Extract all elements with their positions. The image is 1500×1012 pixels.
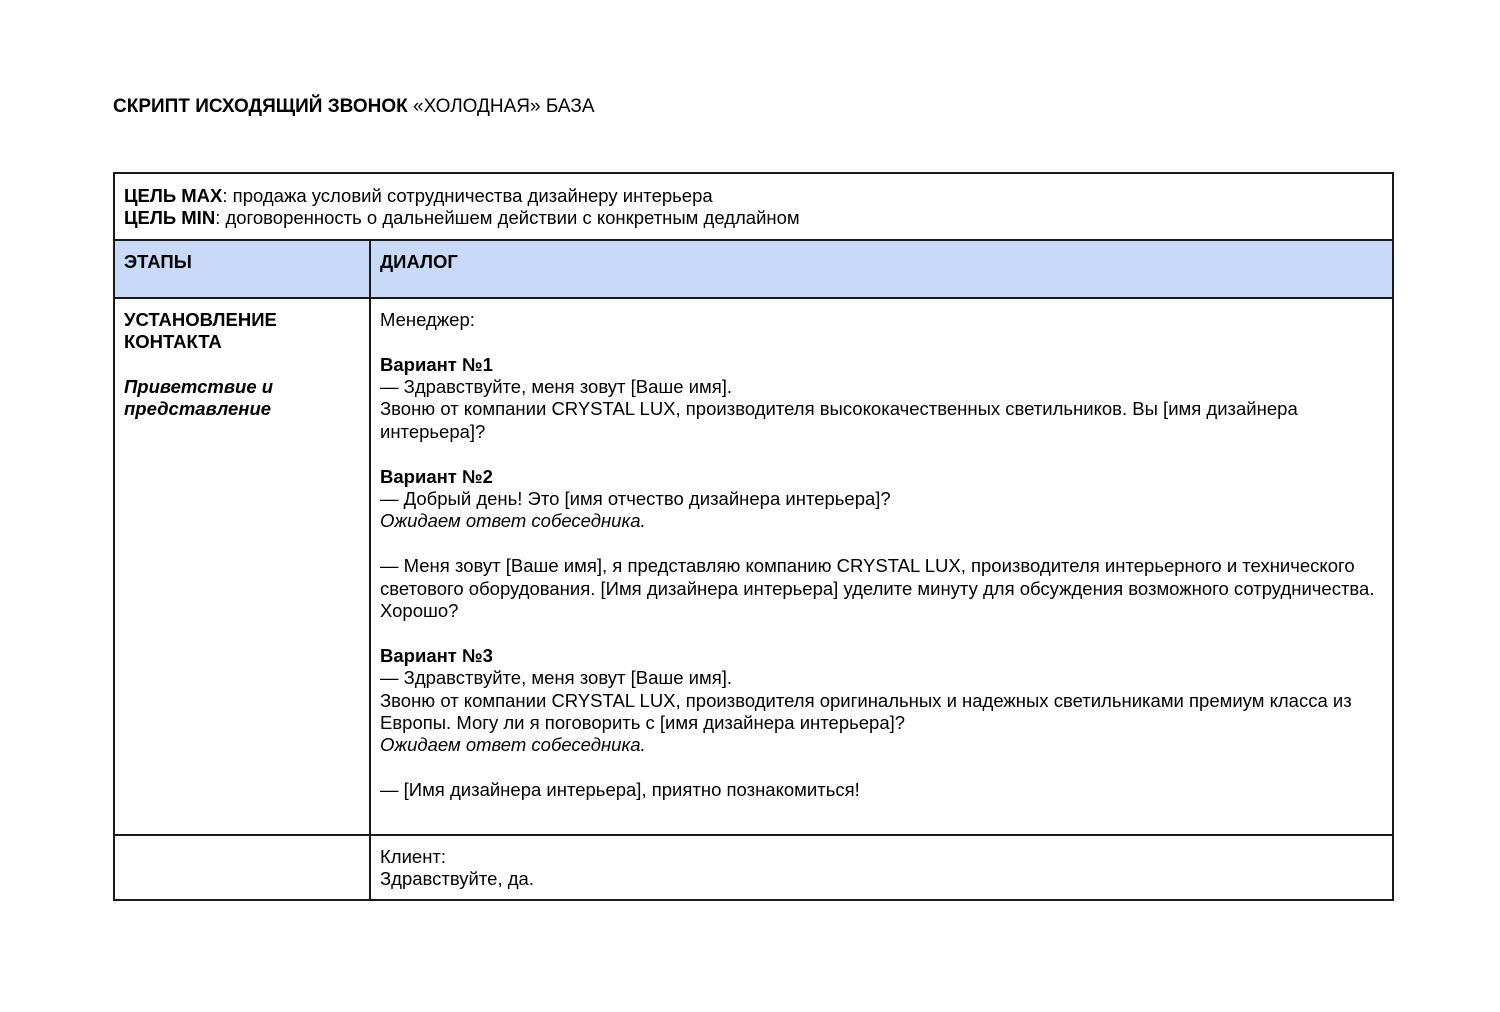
variant-3-title: Вариант №3 <box>380 644 493 666</box>
variant-3-line3: — [Имя дизайнера интерьера], приятно познакомиться! <box>380 779 860 801</box>
goal-min-label: ЦЕЛЬ MIN <box>124 207 216 229</box>
header-dialog: ДИАЛОГ <box>370 240 1393 298</box>
client-label: Клиент: <box>380 845 447 867</box>
stage-subtitle-line2: представление <box>124 398 272 420</box>
variant-1-line2: Звоню от компании CRYSTAL LUX, производителя высококачественных светильников. Вы [имя дизайнера интерьера]? <box>380 398 1298 442</box>
goal-max-label: ЦЕЛЬ MAX <box>124 185 223 206</box>
dialog-cell <box>370 298 1393 835</box>
goal-min <box>124 207 1383 229</box>
stage-title-line1: УСТАНОВЛЕНИЕ <box>124 308 277 330</box>
manager-label: Менеджер: <box>380 308 475 330</box>
variant-3-line2: Звоню от компании CRYSTAL LUX, производителя оригинальных и надежных светильниками премиум класса из Европы. Могу ли я поговорить с [имя дизайнера интерьера]? <box>380 689 1352 734</box>
variant-2-wait: Ожидаем ответ собеседника. <box>380 510 646 532</box>
goal-max <box>124 185 1383 207</box>
client-reply: Здравствуйте, да. <box>380 868 534 890</box>
stage-title-line2: КОНТАКТА <box>124 331 222 353</box>
goal-min-text: : договоренность о дальнейшем действии с конкретным дедлайном <box>215 207 800 229</box>
stage-row <box>114 298 1393 835</box>
variant-1-line1: — Здравствуйте, меня зовут [Ваше имя]. <box>380 376 732 398</box>
variant-3-line1: — Здравствуйте, меня зовут [Ваше имя]. <box>380 667 732 689</box>
header-row <box>114 240 1393 298</box>
client-cell <box>370 835 1393 901</box>
goal-max-text: : продажа условий сотрудничества дизайнеру интерьера <box>222 185 713 206</box>
header-stages: ЭТАПЫ <box>114 240 370 298</box>
variant-3-wait: Ожидаем ответ собеседника. <box>380 734 646 756</box>
stage-subtitle-line1: Приветствие и <box>124 375 274 397</box>
variant-2-title: Вариант №2 <box>380 465 493 487</box>
stage-title <box>124 309 360 354</box>
variant-2-line1: — Добрый день! Это [имя отчество дизайнера интерьера]? <box>380 488 891 510</box>
stage-cell <box>114 298 370 835</box>
variant-2-line2: — Меня зовут [Ваше имя], я представляю компанию CRYSTAL LUX, производителя интерьерного и технического светового оборудования. [Имя дизайнера интерьера] уделите минуту для обсуждения возможного сотрудничества. Хорошо? <box>380 555 1375 622</box>
client-stage-cell <box>114 835 370 901</box>
variant-1-title: Вариант №1 <box>380 353 493 375</box>
title-normal: «ХОЛОДНАЯ» БАЗА <box>413 96 595 117</box>
client-row <box>114 835 1393 901</box>
goals-row <box>114 173 1393 240</box>
stage-subtitle <box>124 376 360 421</box>
script-table <box>113 172 1394 901</box>
goals-cell <box>114 173 1393 240</box>
document-title <box>113 95 595 119</box>
title-bold: СКРИПТ ИСХОДЯЩИЙ ЗВОНОК <box>113 96 408 117</box>
